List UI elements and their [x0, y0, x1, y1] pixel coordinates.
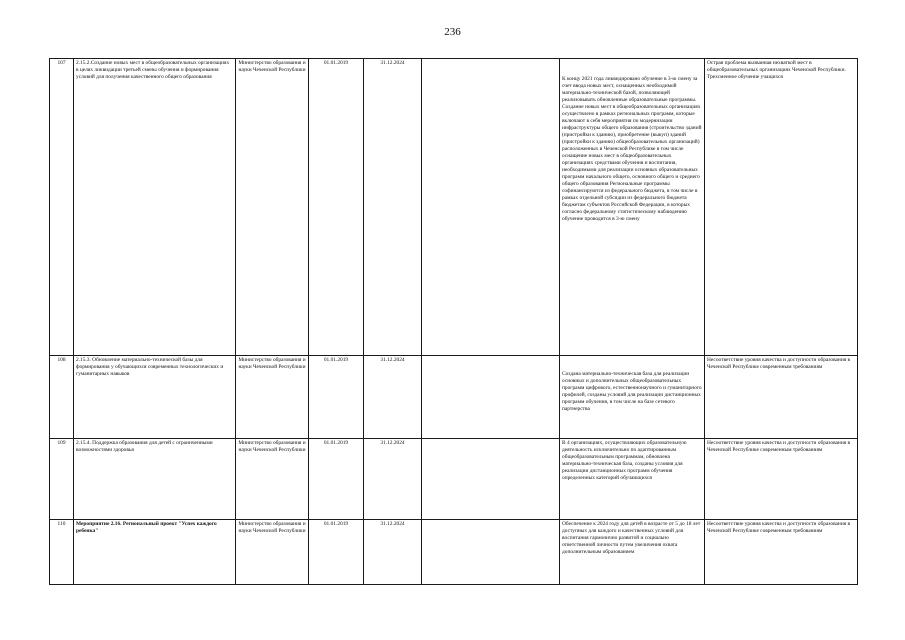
executor: Министерство образования и науки Чеченской Республики [236, 356, 309, 439]
activity-name: Мероприятие 2.16. Региональный проект "Успех каждого ребенка" [74, 520, 236, 585]
activity-name: 2.15.4. Поддержка образования для детей с ограниченными возможностями здоровья [74, 439, 236, 520]
expected-result-text: Создана материально-техническая база для реализации основных и дополнительных общеобразовательных программ цифрового, естественнонаучного и гуманитарного профилей, созданы условий для реализации дистанционных программ обучения, в том числе на базе сетевого партнерства [562, 371, 702, 412]
expected-result: Обеспечение к 2024 году для детей в возрасте от 5 до 18 лет доступных для каждого и качественных условий для воспитания гармонично развитой и социально ответственной личности путем увеличения охвата дополнительным образованием [560, 520, 705, 585]
end-date: 31.12.2024 [364, 356, 422, 439]
activity-name: 2.15.2.Создание новых мест в общеобразовательных организациях в целях ликвидации третьей смены обучения и формирования условий для получения качественного общего образования [74, 59, 236, 356]
expected-result [560, 356, 705, 439]
empty-cell [422, 59, 560, 356]
program-activities-table [49, 58, 858, 585]
expected-result: В 4 организациях, осуществляющих образовательную деятельность исключительно по адаптированным общеобразовательным программам, обновлена материально-техническая база, созданы условия для реализации дистанционных программ обучения определенных категорий обучающихся [560, 439, 705, 520]
end-date: 31.12.2024 [364, 439, 422, 520]
executor: Министерство образования и науки Чеченской Республики [236, 520, 309, 585]
table-row [50, 356, 858, 439]
empty-cell [422, 356, 560, 439]
start-date: 01.01.2019 [309, 439, 364, 520]
start-date: 01.01.2019 [309, 356, 364, 439]
end-date: 31.12.2024 [364, 59, 422, 356]
problem-description: Несоответствие уровня качества и доступности образования в Чеченской Республике современным требованиям [705, 520, 858, 585]
executor: Министерство образования и науки Чеченской Республики [236, 439, 309, 520]
row-number: 107 [50, 59, 74, 356]
start-date: 01.01.2019 [309, 59, 364, 356]
problem-description: Несоответствие уровня качества и доступности образования в Чеченской Республике современным требованиям [705, 439, 858, 520]
empty-cell [422, 520, 560, 585]
problem-description: Несоответствие уровня качества и доступности образования в Чеченской Республике современным требованиям [705, 356, 858, 439]
table-row [50, 59, 858, 356]
page-number: 236 [444, 26, 461, 38]
activity-name: 2.15.3. Обновление материально-технической базы для формирования у обучающихся современных технологических и гуманитарных навыков [74, 356, 236, 439]
end-date: 31.12.2024 [364, 520, 422, 585]
row-number: 108 [50, 356, 74, 439]
empty-cell [422, 439, 560, 520]
row-number: 110 [50, 520, 74, 585]
expected-result-text: К концу 2021 года ликвидировано обучение в 3-ю смену за счет ввода новых мест, оснащенных необходимой материально-технической базой, позволяющей реализовывать обновленные образовательные программы. Создание новых мест в общеобразовательных организациях осуществлено в рамках региональных программ, которые включают в себя мероприятия по модернизации инфраструктуры общего образования (строительство зданий (пристройки к зданию), приобретение (выкуп) зданий (пристройки к зданию) общеобразовательных организаций) расположенных в Чеченской Республике в том числе оснащение новых мест в общеобразовательных организациях средствами обучения и воспитания, необходимыми для реализации основных образовательных программ начального общего, основного общего и среднего общего образования Региональные программы софинансируются из федерального бюджета, в том числе в рамках отдельной субсидии из федерального бюджета бюджетам субъектов Российской Федерации, в которых согласно федеральному статистическому наблюдению обучение проводится в 3-ю смену [562, 76, 702, 222]
start-date: 01.01.2019 [309, 520, 364, 585]
table-row [50, 520, 858, 585]
row-number: 109 [50, 439, 74, 520]
problem-description: Острая проблема вызванная нехваткой мест в общеобразовательных организациях Чеченской Республики. Трехсменное обучение учащихся [705, 59, 858, 356]
executor: Министерство образования и науки Чеченской Республики [236, 59, 309, 356]
table-row [50, 439, 858, 520]
expected-result [560, 59, 705, 356]
